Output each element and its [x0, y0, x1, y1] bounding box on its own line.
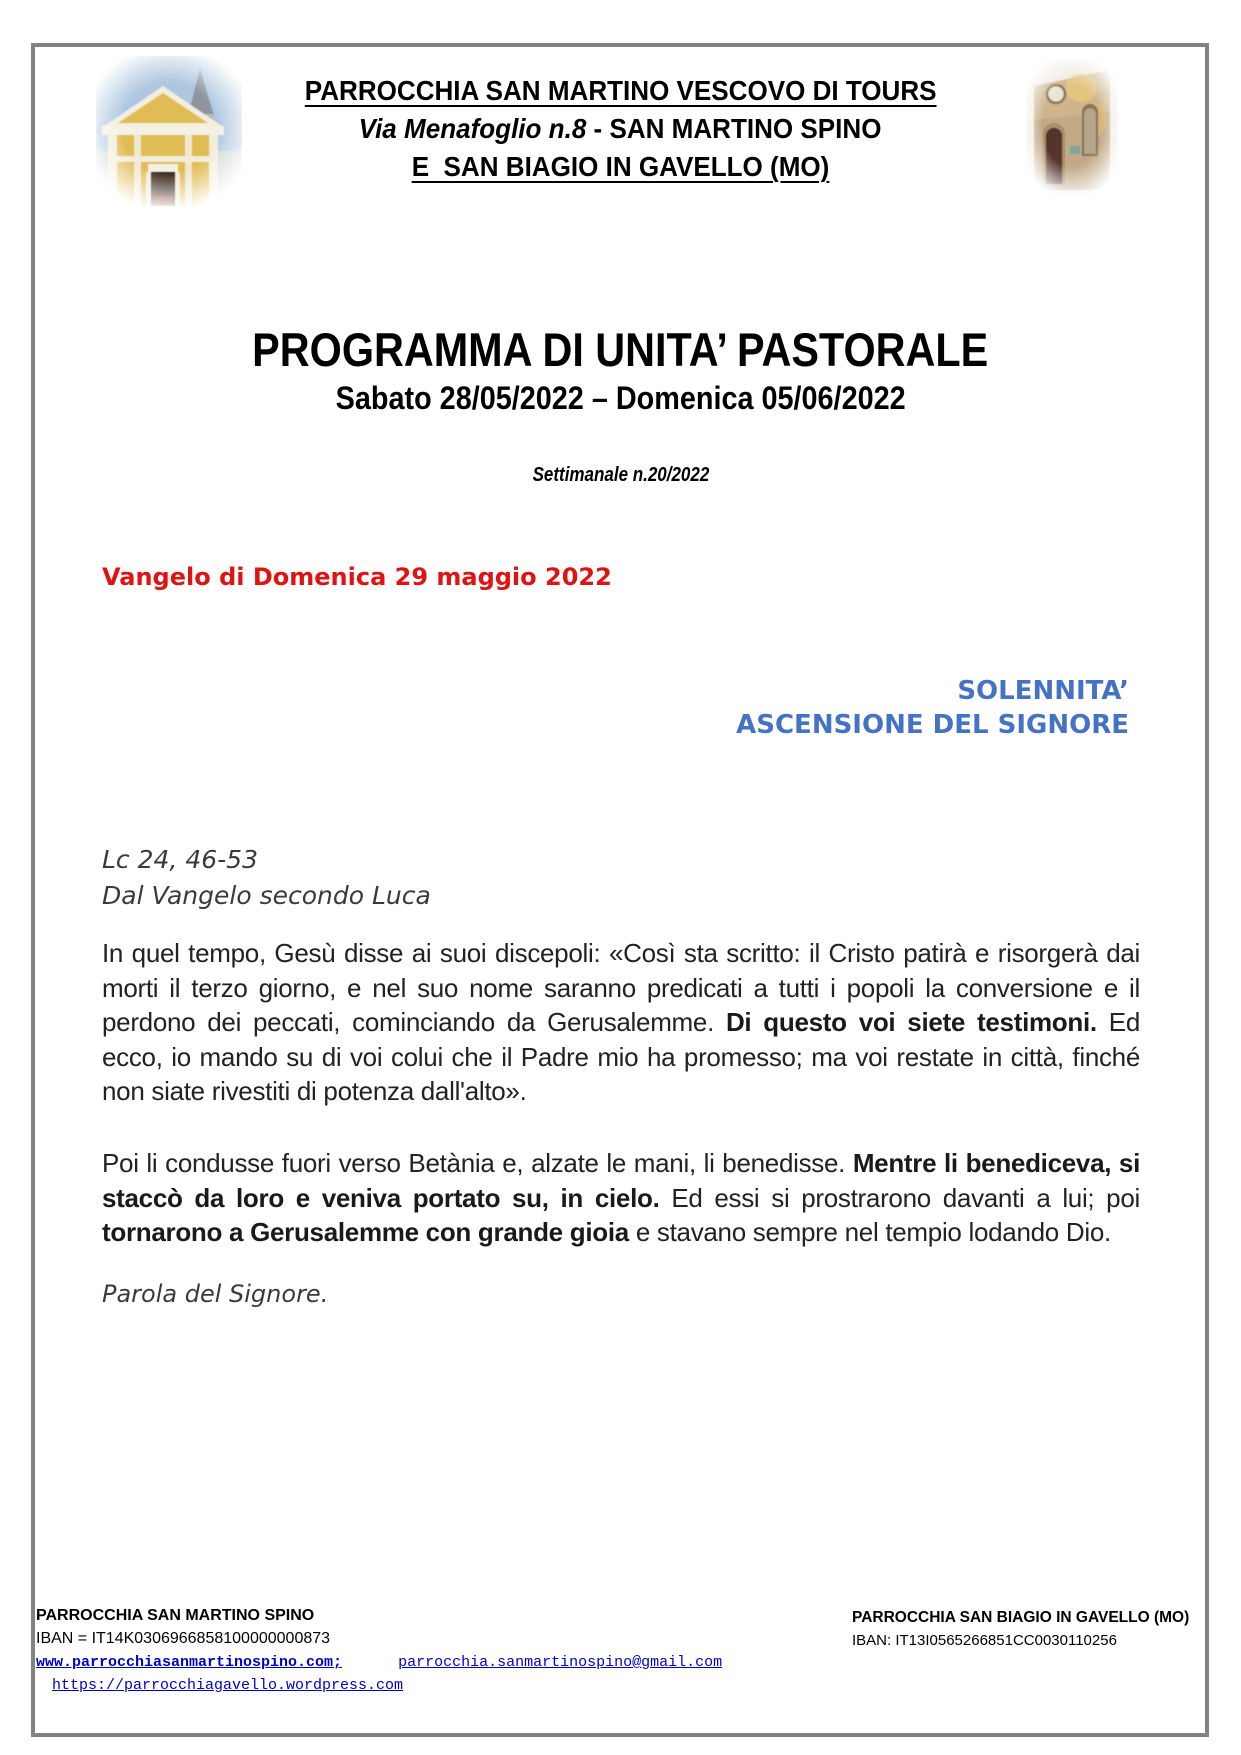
- address-town: - SAN MARTINO SPINO: [593, 113, 882, 144]
- footer-right: [852, 1606, 1189, 1652]
- church-photo-left: [96, 56, 242, 206]
- footer-links-row: [36, 1651, 722, 1674]
- gospel-paragraph-2: [102, 1146, 1140, 1250]
- photo-vignette: [1026, 60, 1118, 196]
- text-run: e stavano sempre nel tempio lodando Dio.: [628, 1217, 1111, 1247]
- weekly-issue-line: [0, 464, 1241, 487]
- solemnity-line-1: SOLENNITA’: [957, 676, 1129, 706]
- text-run-bold: tornarono a Gerusalemme con grande gioia: [102, 1217, 629, 1247]
- text-run: In quel tempo, Gesù disse ai suoi discepoli: «Così sta scritto: il Cristo patirà e risorgerà dai morti il terzo giorno, e nel suo nome saranno predicati a tutti i popoli la conversione e il perdono dei peccati, cominciando da Gerusalemme.: [102, 938, 1140, 1037]
- text-run: Ed ecco, io mando su di voi colui che il Padre mio ha promesso; ma voi restate in città, finché non siate rivestiti di potenza dall'alto».: [102, 1007, 1140, 1106]
- program-title-line: [0, 322, 1241, 377]
- solemnity-line-2: ASCENSIONE DEL SIGNORE: [736, 710, 1129, 740]
- footer-right-iban: IBAN: IT13I0565266851CC0030110256: [852, 1632, 1117, 1649]
- second-parish-line: [250, 148, 991, 186]
- parish-title: PARROCCHIA SAN MARTINO VESCOVO DI TOURS: [304, 75, 937, 106]
- footer-left: [36, 1604, 722, 1697]
- footer-left-parish-name: PARROCCHIA SAN MARTINO SPINO: [36, 1607, 315, 1624]
- program-date-range: Sabato 28/05/2022 – Domenica 05/06/2022: [335, 380, 906, 416]
- parish-address: [359, 110, 882, 148]
- photo-vignette: [96, 56, 242, 206]
- weekly-issue: Settimanale n.20/2022: [532, 464, 709, 486]
- program-date-range-line: [0, 380, 1241, 417]
- website-link[interactable]: www.parrocchiasanmartinospino.com;: [36, 1654, 343, 1671]
- text-run-bold: Mentre li benediceva, si staccò da loro e veniva portato su, in cielo.: [102, 1148, 1140, 1213]
- text-run: Poi li condusse fuori verso Betània e, alzate le mani, li benedisse.: [102, 1148, 853, 1178]
- gospel-heading: Vangelo di Domenica 29 maggio 2022: [102, 563, 612, 591]
- footer-left-iban: IBAN = IT14K0306966858100000000873: [36, 1630, 331, 1647]
- gospel-closing: Parola del Signore.: [102, 1280, 329, 1308]
- text-run: Ed essi si prostrarono davanti a lui; poi: [659, 1182, 1140, 1213]
- program-title: PROGRAMMA DI UNITA’ PASTORALE: [252, 323, 989, 376]
- gospel-paragraph-1: [102, 936, 1140, 1109]
- solemnity-block: [736, 674, 1129, 742]
- address-street: Via Menafoglio n.8: [359, 113, 587, 144]
- reading-intro: [102, 842, 431, 914]
- blog-link[interactable]: https://parrocchiagavello.wordpress.com: [52, 1677, 404, 1694]
- parish-title-line: [250, 72, 991, 110]
- text-run-bold: Di questo voi siete testimoni.: [725, 1007, 1097, 1037]
- reading-reference: Lc 24, 46-53: [102, 845, 258, 874]
- footer-right-parish-name: PARROCCHIA SAN BIAGIO IN GAVELLO (MO): [852, 1609, 1190, 1626]
- blog-link-line: [52, 1674, 722, 1697]
- church-photo-right: [1026, 60, 1118, 196]
- second-parish: E SAN BIAGIO IN GAVELLO (MO): [411, 151, 830, 182]
- parish-address-line: [250, 110, 991, 148]
- reading-source: Dal Vangelo secondo Luca: [102, 881, 431, 910]
- header: [250, 72, 991, 186]
- email-link[interactable]: parrocchia.sanmartinospino@gmail.com: [398, 1654, 723, 1671]
